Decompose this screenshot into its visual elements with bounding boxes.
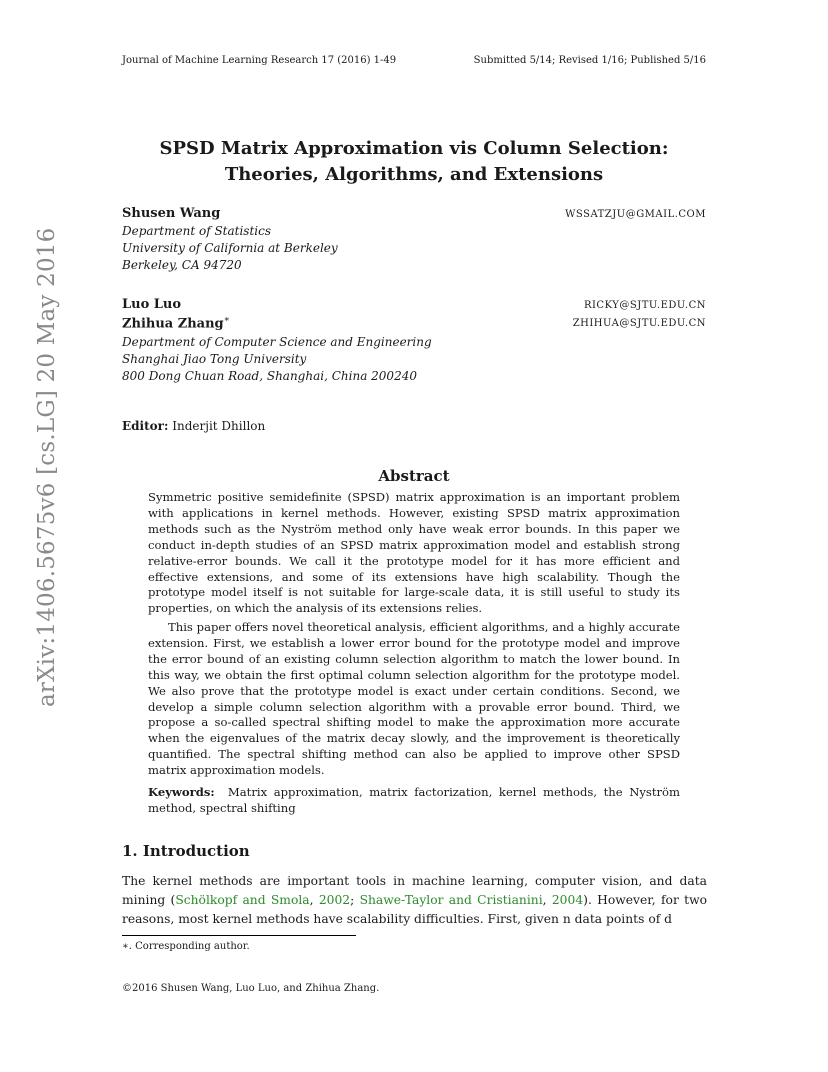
keywords-label: Keywords: (148, 785, 215, 799)
copyright-notice: ©2016 Shusen Wang, Luo Luo, and Zhihua Zhang. (122, 983, 380, 994)
section-heading: 1. Introduction (122, 842, 250, 860)
author-email: RICKY@SJTU.EDU.CN (583, 300, 706, 311)
affiliation-line: Berkeley, CA 94720 (122, 258, 242, 272)
intro-text: The kernel methods are important tools in machine learning, computer vision, and data mining ( (122, 874, 707, 907)
editor-label: Editor: (122, 419, 169, 433)
author-affiliation (122, 223, 338, 274)
footnote-mark: ∗ (223, 315, 230, 325)
intro-text: , (309, 893, 319, 907)
affiliation-line: Shanghai Jiao Tong University (122, 352, 307, 366)
citation-link[interactable]: 2004 (551, 893, 584, 907)
arxiv-stamp: arXiv:1406.5675v6 [cs.LG] 20 May 2016 (34, 227, 60, 707)
keywords (148, 785, 680, 817)
author-name: Luo Luo (122, 297, 182, 312)
citation-link[interactable]: Schölkopf and Smola (175, 893, 310, 907)
affiliation-line: Department of Statistics (122, 224, 271, 238)
title-line-1: SPSD Matrix Approximation vis Column Selection: (159, 138, 669, 159)
author-email: ZHIHUA@SJTU.EDU.CN (572, 318, 706, 329)
author-email: WSSATZJU@GMAIL.COM (565, 209, 706, 220)
editor-name: Inderjit Dhillon (172, 419, 266, 433)
keywords-text: Matrix approximation, matrix factorization, kernel methods, the Nyström method, spectral shifting (148, 785, 681, 815)
abstract-heading: Abstract (378, 467, 450, 485)
title-line-2: Theories, Algorithms, and Extensions (224, 164, 604, 185)
footnote-rule (122, 935, 356, 936)
affiliation-line: University of California at Berkeley (122, 241, 338, 255)
author-name: Zhihua Zhang (122, 316, 224, 332)
running-header-journal: Journal of Machine Learning Research 17 (2016) 1-49 (122, 55, 397, 66)
intro-text: ; (350, 893, 360, 907)
intro-text: , (542, 893, 552, 907)
affiliation-line: 800 Dong Chuan Road, Shanghai, China 200240 (122, 369, 417, 383)
author-name: Shusen Wang (122, 206, 221, 221)
running-header-dates: Submitted 5/14; Revised 1/16; Published 5/16 (473, 55, 706, 66)
citation-link[interactable]: Shawe-Taylor and Cristianini (359, 893, 543, 907)
footnote-text: ∗. Corresponding author. (122, 941, 250, 952)
editor-line (122, 419, 265, 433)
paper-title (0, 136, 828, 188)
citation-link[interactable]: 2002 (318, 893, 351, 907)
abstract-paragraph-2: This paper offers novel theoretical analysis, efficient algorithms, and a highly accurate extension. First, we establish a lower error bound for the prototype model and improve the error bound of an existing column selection algorithm to match the lower bound. In this way, we obtain the first optimal column selection algorithm for the prototype model. We also prove that the prototype model is exact under certain conditions. Second, we develop a simple column selection algorithm with a provable error bound. Third, we propose a so-called spectral shifting model to make the approximation more accurate when the eigenvalues of the matrix decay slowly, and the improvement is theoretically quantified. The spectral shifting method can also be applied to improve other SPSD matrix approximation models. (148, 620, 680, 778)
affiliation-line: Department of Computer Science and Engineering (122, 335, 432, 349)
intro-text: ). However, for two reasons, most kernel methods have scalability difficulties. First, given n data points of d (122, 893, 707, 926)
author-affiliation (122, 334, 432, 385)
author-name-with-mark (122, 315, 230, 331)
intro-paragraph (122, 872, 707, 929)
abstract-paragraph-1: Symmetric positive semidefinite (SPSD) matrix approximation is an important problem with applications in kernel methods. However, existing SPSD matrix approximation methods such as the Nyström method only have weak error bounds. In this paper we conduct in-depth studies of an SPSD matrix approximation model and establish strong relative-error bounds. We call it the prototype model for it has more efficient and effective extensions, and some of its extensions have high scalability. Though the prototype model itself is not suitable for large-scale data, it is still useful to study its properties, on which the analysis of its extensions relies. (148, 490, 680, 616)
